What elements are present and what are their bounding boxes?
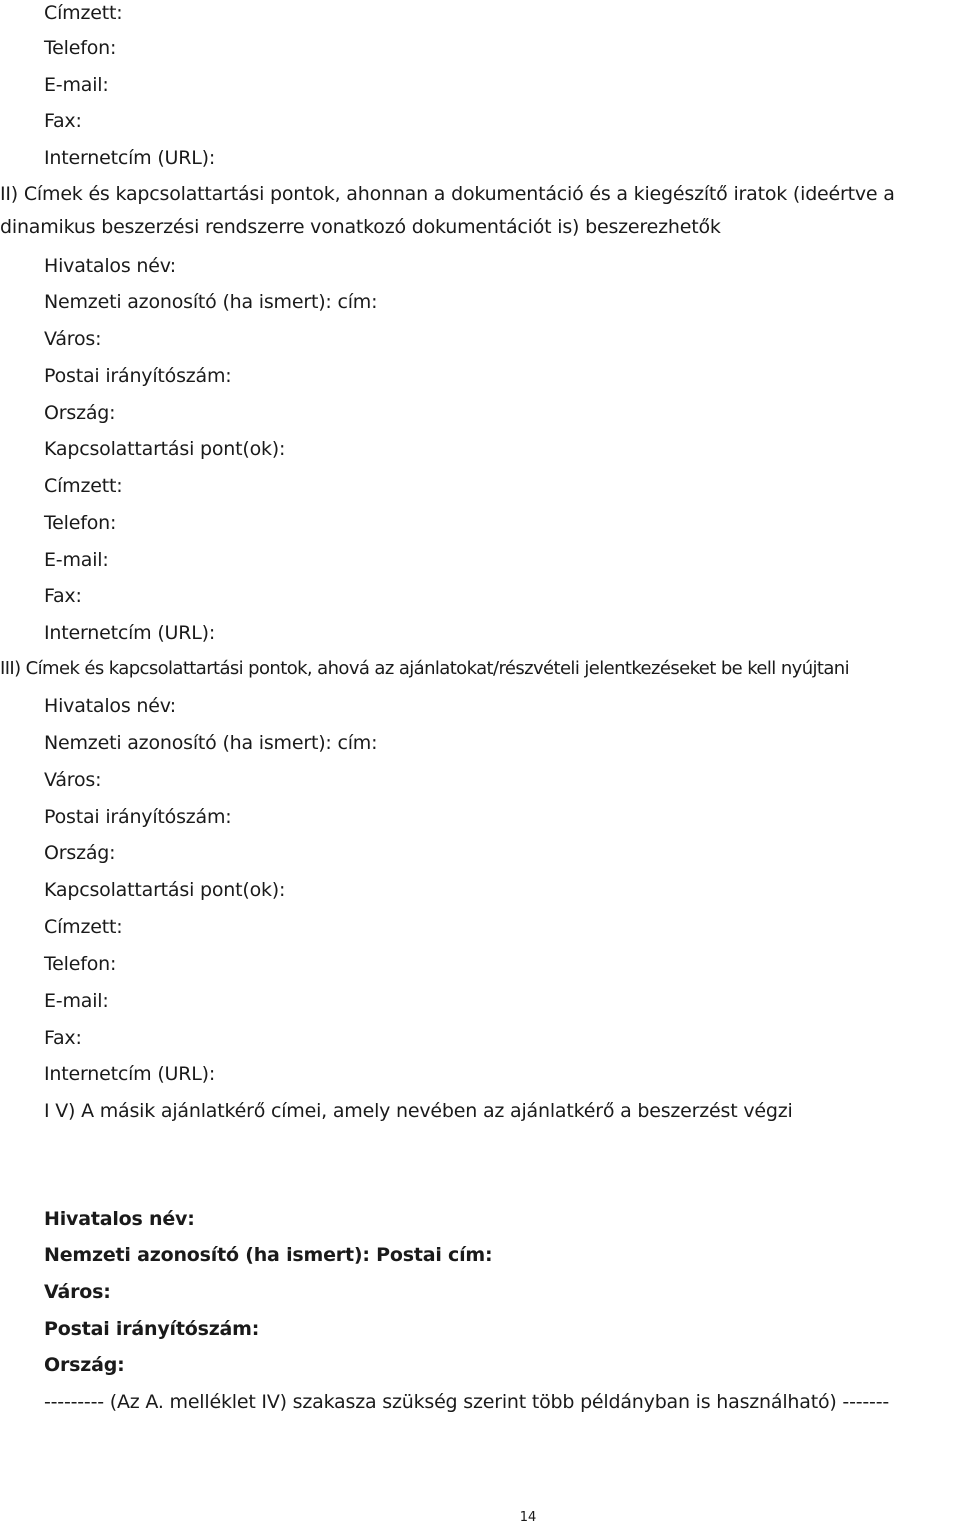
field-label: Kapcsolattartási pont(ok): bbox=[44, 438, 286, 460]
field-label: E-mail: bbox=[44, 549, 109, 571]
field-label: Hivatalos név: bbox=[44, 255, 176, 277]
field-label: Fax: bbox=[44, 1027, 82, 1049]
field-label: Hivatalos név: bbox=[44, 1208, 195, 1230]
field-label: Postai irányítószám: bbox=[44, 365, 232, 387]
field-label: Város: bbox=[44, 1281, 111, 1303]
field-label: Postai irányítószám: bbox=[44, 806, 232, 828]
section-heading: dinamikus beszerzési rendszerre vonatkozó dokumentációt is) beszerezhetők bbox=[0, 216, 721, 238]
field-label: Címzett: bbox=[44, 475, 123, 497]
field-label: Telefon: bbox=[44, 953, 117, 975]
section-heading: II) Címek és kapcsolattartási pontok, ahonnan a dokumentáció és a kiegészítő iratok (ideértve a bbox=[0, 183, 895, 205]
field-label: Postai irányítószám: bbox=[44, 1318, 260, 1340]
section-heading: III) Címek és kapcsolattartási pontok, ahová az ajánlatokat/részvételi jelentkezéseket be kell nyújtani bbox=[0, 658, 849, 679]
field-label: Nemzeti azonosító (ha ismert): Postai cím: bbox=[44, 1244, 493, 1266]
section-heading: I V) A másik ajánlatkérő címei, amely nevében az ajánlatkérő a beszerzést végzi bbox=[44, 1100, 793, 1122]
field-label: Telefon: bbox=[44, 512, 117, 534]
field-label: Nemzeti azonosító (ha ismert): cím: bbox=[44, 291, 378, 313]
field-label: Internetcím (URL): bbox=[44, 622, 216, 644]
page-number: 14 bbox=[519, 1510, 537, 1525]
field-label: Ország: bbox=[44, 1354, 125, 1376]
usage-note: --------- (Az A. melléklet IV) szakasza szükség szerint több példányban is használható) ------- bbox=[44, 1391, 890, 1413]
field-label: Fax: bbox=[44, 585, 82, 607]
field-label: Címzett: bbox=[44, 2, 123, 24]
field-label: Ország: bbox=[44, 402, 116, 424]
field-label: E-mail: bbox=[44, 990, 109, 1012]
field-label: Kapcsolattartási pont(ok): bbox=[44, 879, 286, 901]
field-label: Ország: bbox=[44, 842, 116, 864]
field-label: Címzett: bbox=[44, 916, 123, 938]
field-label: E-mail: bbox=[44, 74, 109, 96]
field-label: Város: bbox=[44, 769, 102, 791]
field-label: Internetcím (URL): bbox=[44, 1063, 216, 1085]
field-label: Fax: bbox=[44, 110, 82, 132]
field-label: Telefon: bbox=[44, 37, 117, 59]
field-label: Város: bbox=[44, 328, 102, 350]
field-label: Internetcím (URL): bbox=[44, 147, 216, 169]
field-label: Nemzeti azonosító (ha ismert): cím: bbox=[44, 732, 378, 754]
field-label: Hivatalos név: bbox=[44, 695, 176, 717]
